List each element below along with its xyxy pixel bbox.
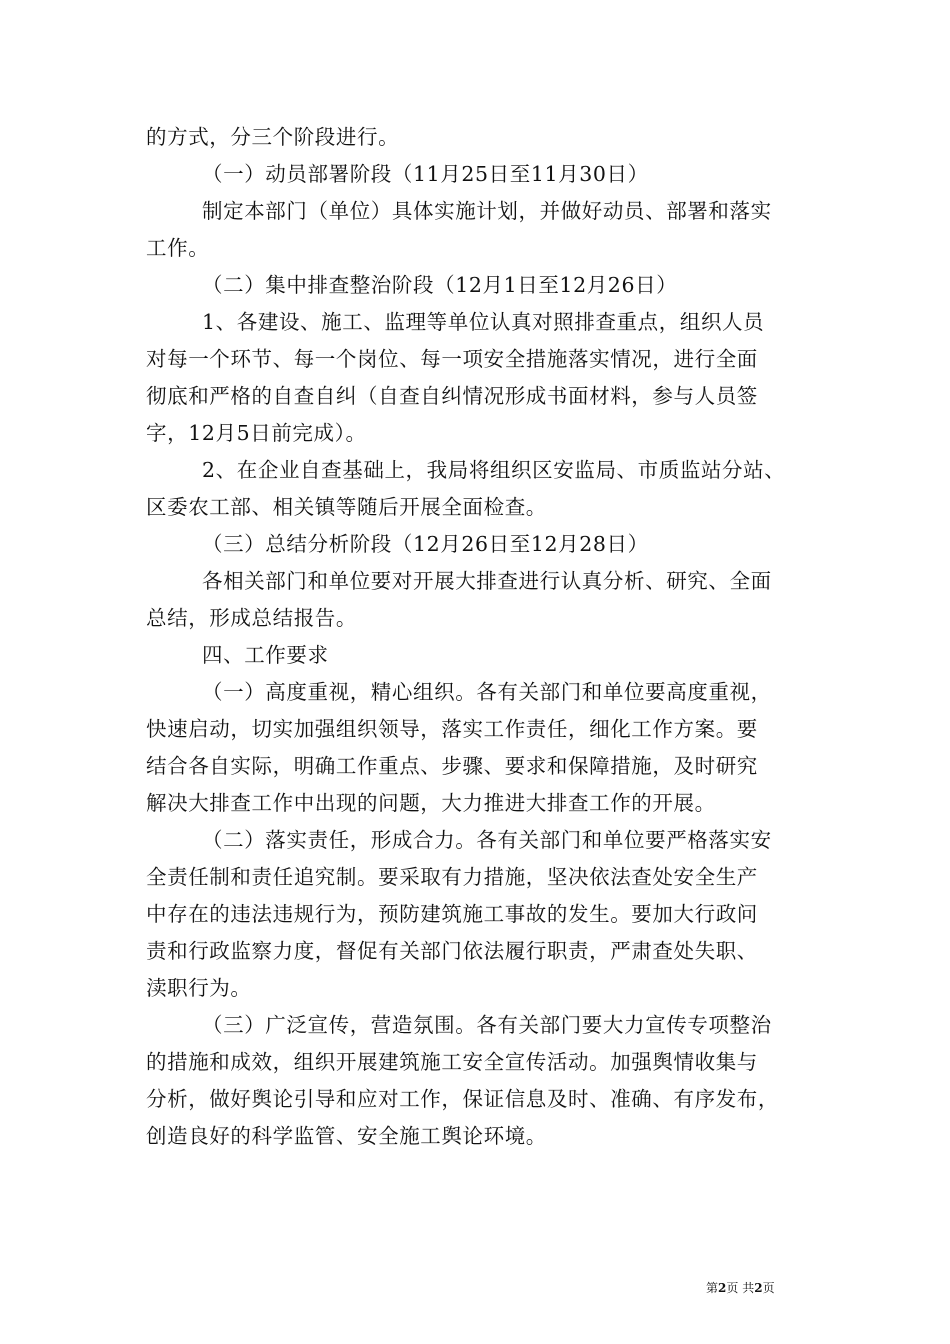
- text-line: 全责任制和责任追究制。要采取有力措施，坚决依法查处安全生产: [146, 865, 758, 889]
- text-line: 解决大排查工作中出现的问题，大力推进大排查工作的开展。: [146, 791, 716, 815]
- footer-middle: 页 共: [726, 1281, 755, 1295]
- total-pages-number: 2: [754, 1281, 763, 1295]
- page-number-footer: [706, 1280, 775, 1296]
- section-heading: 四、工作要求: [202, 643, 329, 667]
- text-line: 结合各自实际，明确工作重点、步骤、要求和保障措施，及时研究: [146, 754, 758, 778]
- text-line: 快速启动，切实加强组织领导，落实工作责任，细化工作方案。要: [146, 717, 758, 741]
- text-line: 字，12月5日前完成）。: [146, 421, 367, 445]
- text-line: 分析，做好舆论引导和应对工作，保证信息及时、准确、有序发布，: [146, 1087, 779, 1111]
- text-line: 的方式，分三个阶段进行。: [146, 125, 400, 149]
- text-line: 2、在企业自查基础上，我局将组织区安监局、市质监站分站、: [202, 458, 786, 482]
- text-line: 1、各建设、施工、监理等单位认真对照排查重点，组织人员: [202, 310, 765, 334]
- section-heading: （一）动员部署阶段（11月25日至11月30日）: [202, 162, 649, 186]
- text-line: 创造良好的科学监管、安全施工舆论环境。: [146, 1124, 547, 1148]
- section-heading: （二）集中排查整治阶段（12月1日至12月26日）: [202, 273, 678, 297]
- text-line: 制定本部门（单位）具体实施计划，并做好动员、部署和落实: [202, 199, 772, 223]
- text-line: 责和行政监察力度，督促有关部门依法履行职责，严肃查处失职、: [146, 939, 758, 963]
- text-line: 彻底和严格的自查自纠（自查自纠情况形成书面材料，参与人员签: [146, 384, 758, 408]
- text-line: 中存在的违法违规行为，预防建筑施工事故的发生。要加大行政问: [146, 902, 758, 926]
- footer-prefix: 第: [706, 1281, 719, 1295]
- text-line: （一）高度重视，精心组织。各有关部门和单位要高度重视，: [202, 680, 772, 704]
- text-line: 渎职行为。: [146, 976, 252, 1000]
- text-line: 总结，形成总结报告。: [146, 606, 357, 630]
- section-heading: （三）总结分析阶段（12月26日至12月28日）: [202, 532, 649, 556]
- text-line: 各相关部门和单位要对开展大排查进行认真分析、研究、全面: [202, 569, 772, 593]
- current-page-number: 2: [718, 1281, 727, 1295]
- text-line: 区委农工部、相关镇等随后开展全面检查。: [146, 495, 547, 519]
- text-line: （三）广泛宣传，营造氛围。各有关部门要大力宣传专项整治: [202, 1013, 772, 1037]
- text-line: 对每一个环节、每一个岗位、每一项安全措施落实情况，进行全面: [146, 347, 758, 371]
- text-line: 工作。: [146, 236, 210, 260]
- footer-suffix: 页: [762, 1281, 775, 1295]
- text-line: 的措施和成效，组织开展建筑施工安全宣传活动。加强舆情收集与: [146, 1050, 758, 1074]
- text-line: （二）落实责任，形成合力。各有关部门和单位要严格落实安: [202, 828, 772, 852]
